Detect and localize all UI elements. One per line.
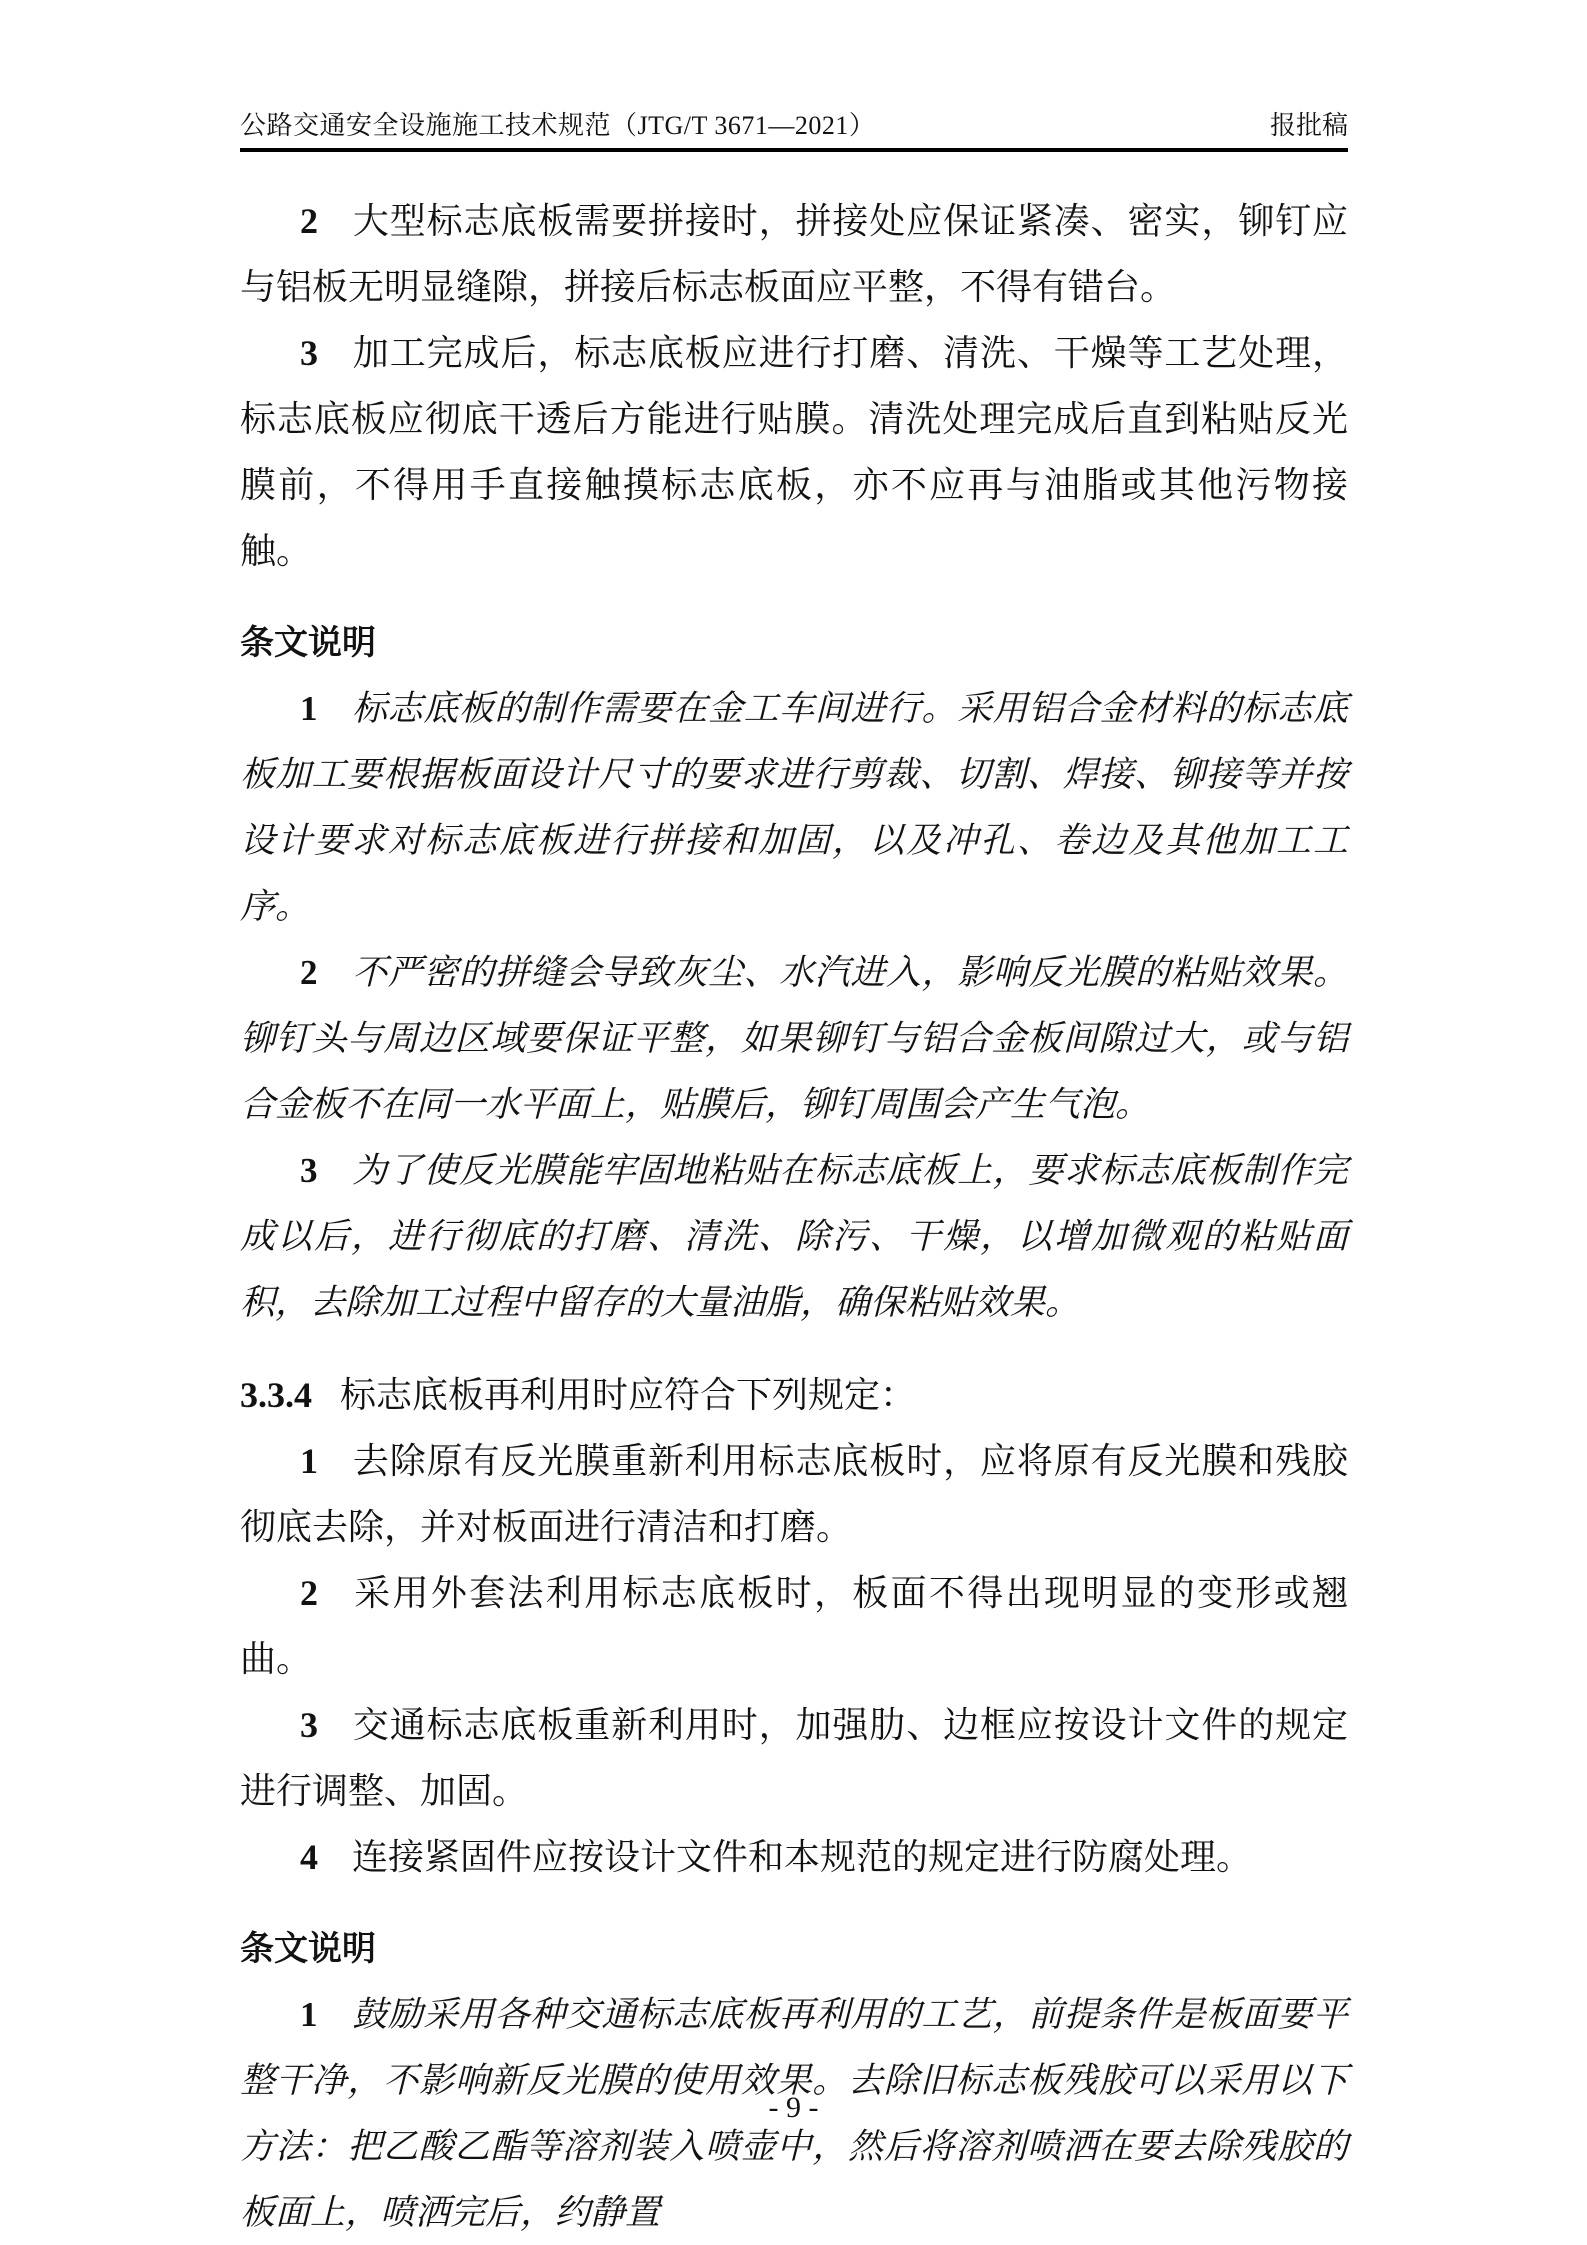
page-footer (0, 2088, 1587, 2128)
item-text: 不严密的拼缝会导致灰尘、水汽进入，影响反光膜的粘贴效果。铆钉头与周边区域要保证平整，如果铆钉与铝合金板间隙过大，或与铝合金板不在同一水平面上，贴膜后，铆钉周围会产生气泡。 (240, 953, 1348, 1124)
list-item-paragraph (240, 1560, 1348, 1692)
item-number: 1 (300, 1995, 318, 2034)
list-item-paragraph (240, 1692, 1348, 1824)
document-body (240, 188, 1348, 2245)
page-number: - 9 - (768, 2091, 819, 2124)
item-number: 2 (300, 1573, 318, 1613)
item-number: 3 (300, 1705, 318, 1745)
item-text: 去除原有反光膜重新利用标志底板时，应将原有反光膜和残胶彻底去除，并对板面进行清洁和打磨。 (240, 1441, 1348, 1547)
list-item-paragraph (240, 1138, 1348, 1336)
item-number: 1 (300, 1441, 318, 1481)
item-text: 标志底板的制作需要在金工车间进行。采用铝合金材料的标志底板加工要根据板面设计尺寸的要求进行剪裁、切割、焊接、铆接等并按设计要求对标志底板进行拼接和加固，以及冲孔、卷边及其他加工工序。 (240, 689, 1348, 926)
list-item-paragraph (240, 940, 1348, 1138)
item-number: 4 (300, 1837, 318, 1877)
list-item-paragraph (240, 1428, 1348, 1560)
item-text: 加工完成后，标志底板应进行打磨、清洗、干燥等工艺处理，标志底板应彻底干透后方能进行贴膜。清洗处理完成后直到粘贴反光膜前，不得用手直接触摸标志底板，亦不应再与油脂或其他污物接触。 (240, 333, 1348, 571)
clause-number: 3.3.4 (240, 1375, 312, 1415)
item-text: 连接紧固件应按设计文件和本规范的规定进行防腐处理。 (352, 1837, 1253, 1877)
item-number: 2 (300, 201, 318, 241)
list-item-paragraph (240, 320, 1348, 584)
item-number: 1 (300, 689, 318, 728)
item-number: 2 (300, 953, 318, 992)
list-item-paragraph (240, 676, 1348, 940)
header-draft-status-label: 报批稿 (1269, 111, 1348, 140)
commentary-section-heading: 条文说明 (240, 624, 376, 662)
list-item-paragraph (240, 188, 1348, 320)
clause-text: 标志底板再利用时应符合下列规定： (340, 1375, 917, 1415)
list-item-paragraph (240, 1824, 1348, 1890)
item-text: 采用外套法利用标志底板时，板面不得出现明显的变形或翘曲。 (240, 1573, 1348, 1679)
page-header (240, 110, 1348, 152)
item-text: 大型标志底板需要拼接时，拼接处应保证紧凑、密实，铆钉应与铝板无明显缝隙，拼接后标志板面应平整，不得有错台。 (240, 201, 1348, 307)
item-number: 3 (300, 333, 318, 373)
item-text: 鼓励采用各种交通标志底板再利用的工艺，前提条件是板面要平整干净，不影响新反光膜的使用效果。去除旧标志板残胶可以采用以下方法：把乙酸乙酯等溶剂装入喷壶中，然后将溶剂喷洒在要去除残胶的板面上，喷洒完后，约静置 (240, 1995, 1348, 2232)
clause-paragraph (240, 1362, 1348, 1428)
item-number: 3 (300, 1151, 318, 1190)
header-title: 公路交通安全设施施工技术规范（JTG/T 3671—2021） (240, 111, 876, 140)
item-text: 交通标志底板重新利用时，加强肋、边框应按设计文件的规定进行调整、加固。 (240, 1705, 1348, 1811)
commentary-section-heading: 条文说明 (240, 1930, 376, 1968)
item-text: 为了使反光膜能牢固地粘贴在标志底板上，要求标志底板制作完成以后，进行彻底的打磨、清洗、除污、干燥，以增加微观的粘贴面积，去除加工过程中留存的大量油脂，确保粘贴效果。 (240, 1151, 1348, 1322)
